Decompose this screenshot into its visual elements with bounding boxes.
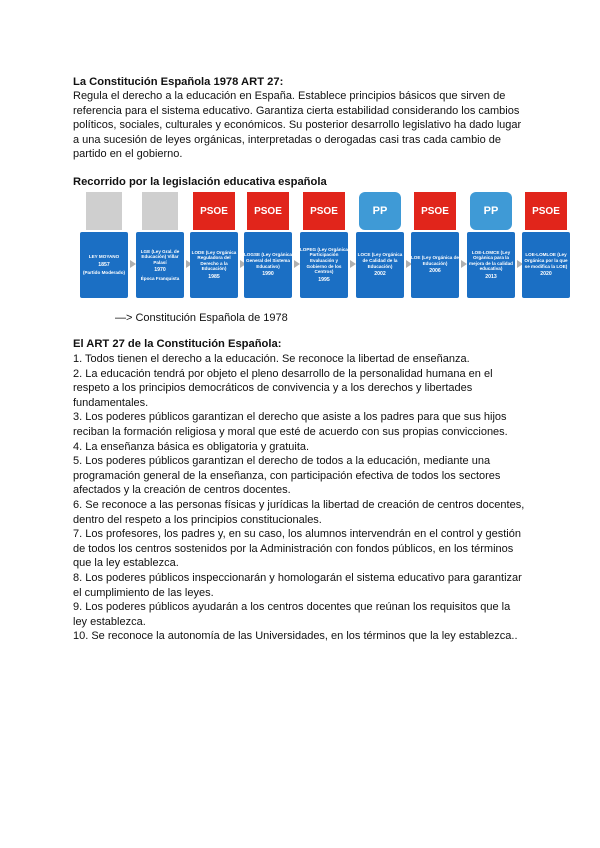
intro-line: partido en el gobierno. <box>73 148 183 161</box>
law-title: LOE-LOMLOE (Ley Orgánica por la que se modifica la LOE) <box>524 252 568 269</box>
intro-line: referencia para el sistema educativo. Garantiza cierta estabilidad considerando los cambios <box>73 104 520 117</box>
intro-line: a una sucesión de leyes orgánicas, interpretadas o derogadas casi tras cada cambio de <box>73 133 502 146</box>
timeline-box <box>411 232 459 298</box>
psoe-logo: PSOE <box>193 192 235 230</box>
timeline-box <box>467 232 515 298</box>
law-title: LOPEG (Ley Orgánica Participación Evaluación y Gobierno de los Centros) <box>300 246 348 275</box>
art27-line: 2. La educación tendrá por objeto el pleno desarrollo de la personalidad humana en el <box>73 367 493 380</box>
art27-line: dentro del respeto a los principios constitucionales. <box>73 513 322 526</box>
art27-line: 1. Todos tienen el derecho a la educación. Se reconoce la libertad de enseñanza. <box>73 353 470 365</box>
art27-line: que la ley establezca. <box>73 557 179 570</box>
intro-paragraph <box>73 89 543 162</box>
law-title: LOE-LOMCE (Ley Orgánica para la mejora de la calidad educativa) <box>469 249 513 272</box>
law-title: LODE (Ley Orgánica Reguladora del Derecho a la Educación) <box>191 249 237 272</box>
law-title: LOCE (Ley Orgánica de Calidad de la Educación) <box>357 252 403 269</box>
timeline-box <box>244 232 292 298</box>
law-year: 1857 <box>98 261 110 268</box>
art27-line: 4. La enseñanza básica es obligatoria y gratuita. <box>73 440 310 453</box>
law-note: (Partido Moderado) <box>82 270 126 276</box>
timeline-box <box>300 232 348 298</box>
art27-line: afectados y la creación de centros docentes. <box>73 484 291 497</box>
art27-line: 7. Los profesores, los padres y, en su caso, los alumnos intervendrán en el control y gestión <box>73 528 521 541</box>
law-year: 2002 <box>374 271 386 278</box>
art27-line: 10. Se reconoce la autonomía de las Universidades, en los términos que la ley establezca.. <box>73 630 518 643</box>
timeline-box <box>522 232 570 298</box>
law-title: LOGSE (Ley Orgánica General del Sistema Educativo) <box>244 252 292 269</box>
timeline-box <box>136 232 184 298</box>
law-year: 1995 <box>318 276 330 283</box>
timeline-box <box>80 232 128 298</box>
art27-line: reciban la formación religiosa y moral que esté de acuerdo con sus propias convicciones. <box>73 425 508 438</box>
psoe-logo: PSOE <box>525 192 567 230</box>
art27-line: el cumplimiento de las leyes. <box>73 586 214 599</box>
law-note: Época Franquista <box>140 275 180 281</box>
art27-line: 6. Se reconoce a las personas físicas y jurídicas la libertad de creación de centros docentes, <box>73 498 525 511</box>
art27-line: 5. Los poderes públicos garantizan el derecho de todos a la educación, mediante una <box>73 455 491 468</box>
law-year: 2020 <box>540 271 552 278</box>
art27-line: 9. Los poderes públicos ayudarán a los centros docentes que reúnan los requisitos que la <box>73 601 511 614</box>
art27-line: 8. Los poderes públicos inspeccionarán y homologarán el sistema educativo para garantizar <box>73 571 522 584</box>
timeline-box <box>190 232 238 298</box>
art27-line: fundamentales. <box>73 396 149 409</box>
pp-logo: PP <box>359 192 401 230</box>
intro-line: Regula el derecho a la educación en España. Establece principios básicos que sirven de <box>73 90 506 102</box>
art27-line: de todos los centros sostenidos por la Administración con fondos públicos, en los términos <box>73 542 514 555</box>
portrait-image <box>83 192 125 230</box>
intro-line: políticos, sociales, culturales y económicos. Su posterior desarrollo legislativo ha dado lugar <box>73 119 522 132</box>
law-year: 1970 <box>154 267 166 274</box>
psoe-logo: PSOE <box>303 192 345 230</box>
psoe-logo: PSOE <box>247 192 289 230</box>
section-heading-recorrido: Recorrido por la legislación educativa española <box>73 176 327 188</box>
art27-line: respeto a los principios democráticos de convivencia y a los derechos y libertades <box>73 382 473 395</box>
section-heading-constitucion: La Constitución Española 1978 ART 27: <box>73 76 284 88</box>
art27-list <box>73 352 543 644</box>
portrait-image <box>139 192 181 230</box>
law-year: 2006 <box>429 268 441 275</box>
law-title: LOE (Ley Orgánica de Educación) <box>411 255 459 266</box>
timeline-caption: —> Constitución Española de 1978 <box>115 312 288 324</box>
timeline-box <box>356 232 404 298</box>
legislation-timeline <box>80 190 570 310</box>
law-title: LGE (Ley Gral. de Educación) Villar Palasí <box>140 248 180 265</box>
section-heading-art27: El ART 27 de la Constitución Española: <box>73 338 282 350</box>
law-title: LEY MOYANO <box>88 254 120 260</box>
law-year: 1985 <box>208 273 220 280</box>
psoe-logo: PSOE <box>414 192 456 230</box>
law-year: 1990 <box>262 271 274 278</box>
law-year: 2013 <box>485 273 497 280</box>
art27-line: ley establezca. <box>73 615 146 628</box>
pp-logo: PP <box>470 192 512 230</box>
art27-line: programación general de la enseñanza, con participación efectiva de todos los sectores <box>73 469 501 482</box>
art27-line: 3. Los poderes públicos garantizan el derecho que asiste a los padres para que sus hijos <box>73 411 507 424</box>
